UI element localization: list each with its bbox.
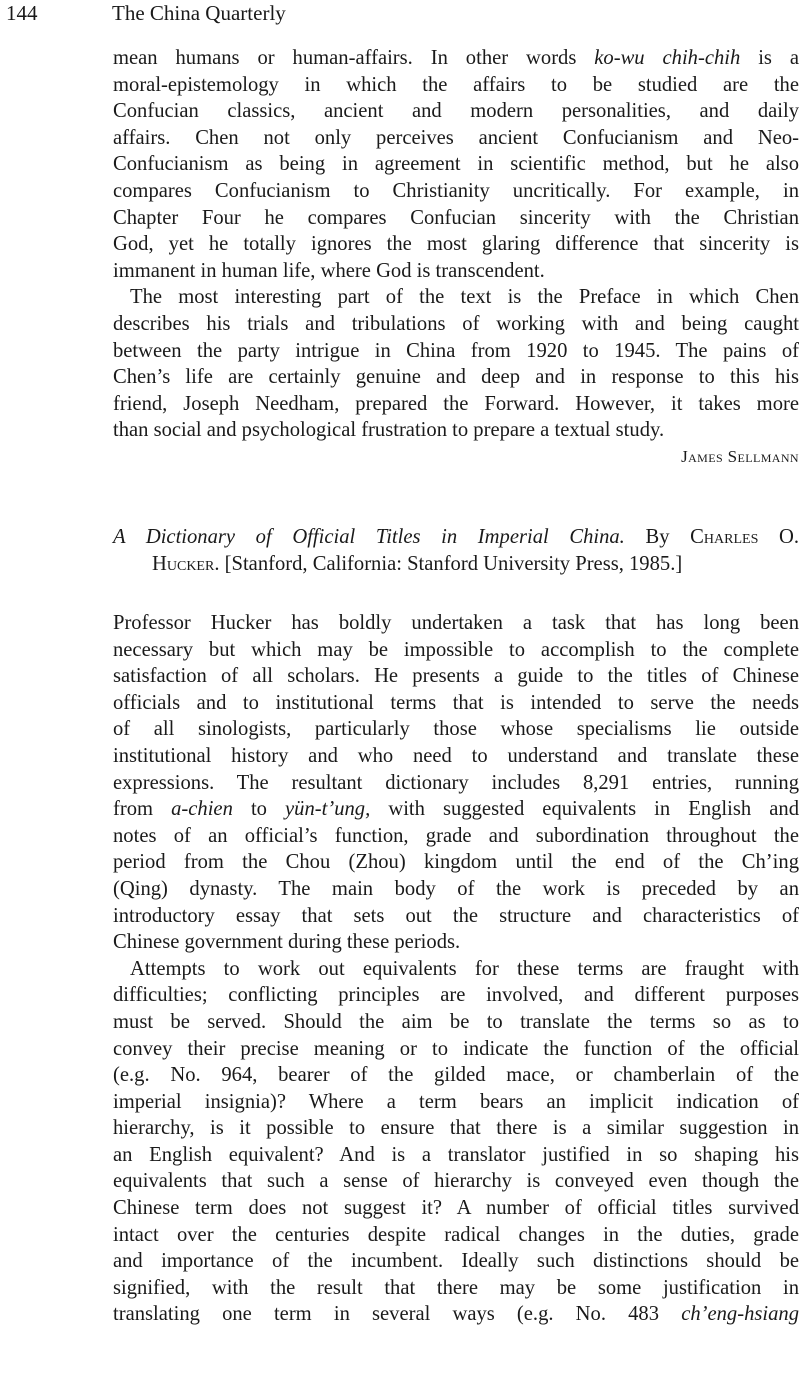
text-line: difficulties; conflicting principles are involved, and different purposes <box>113 984 799 1007</box>
text-line: and importance of the incumbent. Ideally such distinctions should be <box>113 1250 799 1273</box>
text-line: moral-epistemology in which the affairs to be studied are the <box>113 73 799 96</box>
review-1-paragraph-2 <box>113 284 799 444</box>
author-last: Hucker. <box>152 553 220 575</box>
review-2-body <box>113 610 799 1328</box>
text-line: of all sinologists, particularly those whose specialisms lie outside <box>113 718 799 741</box>
text-line: from a-chien to yün-t’ung, with suggested equivalents in English and <box>113 798 799 821</box>
text-line: hierarchy, is it possible to ensure that there is a similar suggestion in <box>113 1117 799 1140</box>
text-line: friend, Joseph Needham, prepared the Forward. However, it takes more <box>113 392 799 415</box>
text-line: satisfaction of all scholars. He presents a guide to the titles of Chinese <box>113 665 799 688</box>
page-number: 144 <box>6 1 38 25</box>
publication-info: [Stanford, California: Stanford University Press, 1985.] <box>224 553 683 575</box>
text-line: signified, with the result that there may be some justification in <box>113 1276 799 1299</box>
text-line: immanent in human life, where God is transcendent. <box>113 259 545 282</box>
text-line: Confucian classics, ancient and modern personalities, and daily <box>113 100 799 123</box>
review-2-paragraph-1 <box>113 610 799 956</box>
text-line: than social and psychological frustration to prepare a textual study. <box>113 419 665 442</box>
text-line: expressions. The resultant dictionary includes 8,291 entries, running <box>113 771 799 794</box>
text-line: notes of an official’s function, grade and subordination throughout the <box>113 824 799 847</box>
citation-line-1 <box>113 524 799 551</box>
text-line: convey their precise meaning or to indicate the function of the official <box>113 1037 799 1060</box>
text-line: Confucianism as being in agreement in scientific method, but he also <box>113 153 799 176</box>
review-1-body <box>113 45 799 470</box>
book-title: A Dictionary of Official Titles in Imperial China. <box>113 526 625 548</box>
text-line: Chapter Four he compares Confucian sincerity with the Christian <box>113 206 799 229</box>
journal-title: The China Quarterly <box>112 1 286 25</box>
text-line: Chinese government during these periods. <box>113 931 461 954</box>
text-line: imperial insignia)? Where a term bears an implicit indication of <box>113 1090 799 1113</box>
text-line: intact over the centuries despite radical changes in the duties, grade <box>113 1223 799 1246</box>
text-line: an English equivalent? And is a translator justified in so shaping his <box>113 1143 799 1166</box>
text-line: compares Confucianism to Christianity uncritically. For example, in <box>113 179 799 202</box>
text-line: equivalents that such a sense of hierarchy is conveyed even though the <box>113 1170 799 1193</box>
text-line: introductory essay that sets out the structure and characteristics of <box>113 904 799 927</box>
text-line: officials and to institutional terms that is intended to serve the needs <box>113 691 799 714</box>
author-first: Charles O. <box>690 526 800 548</box>
text-line: Chinese term does not suggest it? A number of official titles survived <box>113 1197 799 1220</box>
text-line: mean humans or human-affairs. In other words ko-wu chih-chih is a <box>113 47 799 69</box>
text-line: describes his trials and tribulations of working with and being caught <box>113 312 799 335</box>
text-line: God, yet he totally ignores the most glaring difference that sincerity is <box>113 233 799 256</box>
text-line: (Qing) dynasty. The main body of the work is preceded by an <box>113 877 799 900</box>
citation-line-2 <box>113 551 799 578</box>
review-1-paragraph-1 <box>113 45 799 284</box>
running-header <box>6 0 286 26</box>
text-line: necessary but which may be impossible to accomplish to the complete <box>113 638 799 661</box>
text-line: (e.g. No. 964, bearer of the gilded mace, or chamberlain of the <box>113 1064 799 1087</box>
text-line: between the party intrigue in China from 1920 to 1945. The pains of <box>113 339 799 362</box>
by-label: By <box>645 526 670 548</box>
text-line: period from the Chou (Zhou) kingdom until the end of the Ch’ing <box>113 851 799 874</box>
text-line: must be served. Should the aim be to translate the terms so as to <box>113 1010 799 1033</box>
text-line: Attempts to work out equivalents for these terms are fraught with <box>130 957 799 980</box>
review-2-paragraph-2 <box>113 956 799 1328</box>
text-line: Chen’s life are certainly genuine and deep and in response to this his <box>113 366 799 389</box>
text-line: institutional history and who need to understand and translate these <box>113 744 799 767</box>
reviewer-signature: James Sellmann <box>681 446 799 466</box>
review-2-citation <box>113 524 799 578</box>
text-line: Professor Hucker has boldly undertaken a task that has long been <box>113 612 799 634</box>
text-line: affairs. Chen not only perceives ancient Confucianism and Neo- <box>113 126 799 149</box>
text-line: The most interesting part of the text is the Preface in which Chen <box>130 286 799 309</box>
text-line: translating one term in several ways (e.g. No. 483 ch’eng-hsiang <box>113 1303 799 1326</box>
